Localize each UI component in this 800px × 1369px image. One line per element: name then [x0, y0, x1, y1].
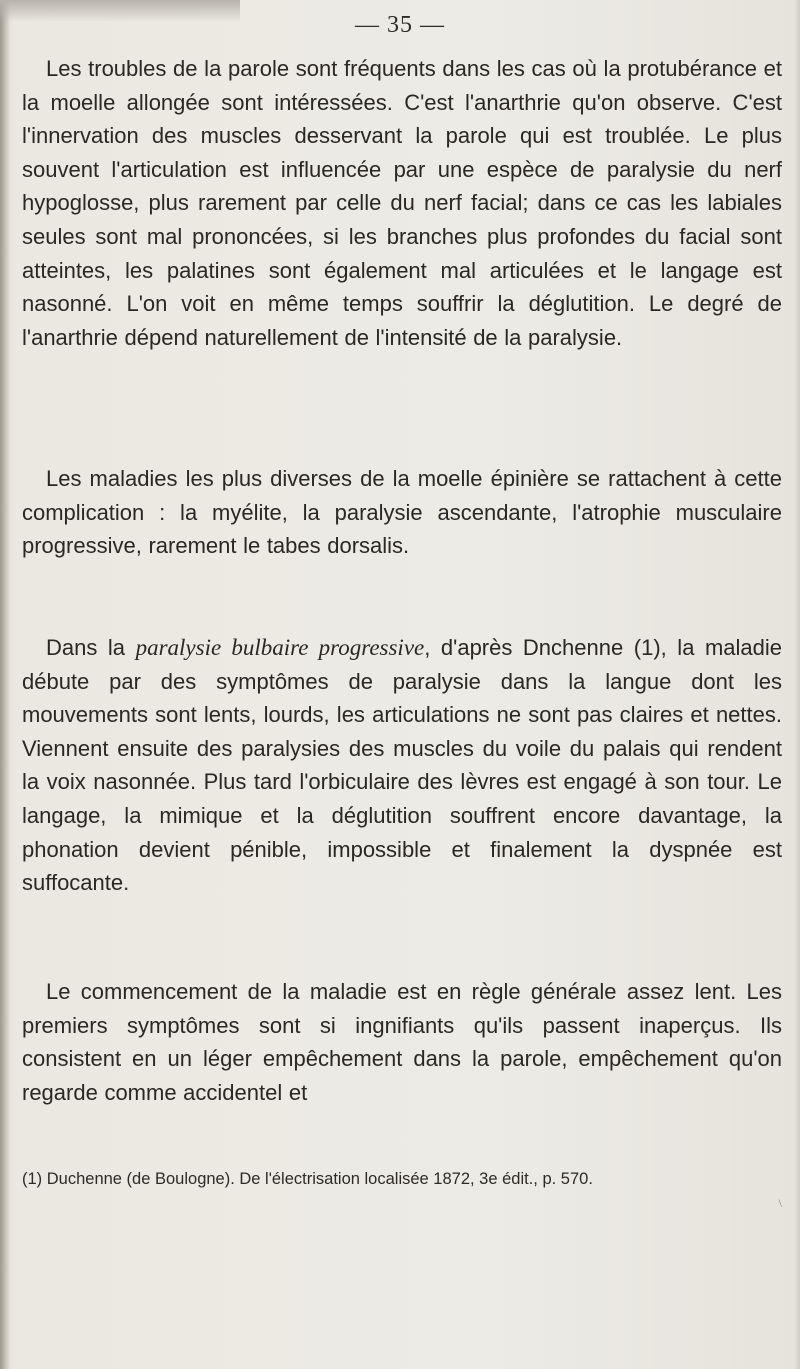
page-edge [794, 0, 800, 1369]
footnote: (1) Duchenne (de Boulogne). De l'électrisation localisée 1872, 3e édit., p. 570. [22, 1170, 593, 1188]
paragraph-2: Les maladies les plus diverses de la moelle épinière se rattachent à cette complication : la myélite, la paralysie ascendante, l'atrophie musculaire progressive, rarement le tabes dorsalis. [22, 466, 782, 559]
paragraph-4: Le commencement de la maladie est en règle générale assez lent. Les premiers symptômes sont si ingnifiants qu'ils passent inaperçus. Ils consistent en un léger empêchement dans la parole, empêchement qu'on regarde comme accidentel et [22, 979, 782, 1105]
spine-shadow [0, 0, 10, 1369]
paragraph-1: Les troubles de la parole sont fréquents dans les cas où la protubérance et la moelle allongée sont intéressées. C'est l'anarthrie qu'on observe. C'est l'innervation des muscles desservant la parole qui est troublée. Le plus souvent l'articulation est influencée par une espèce de paralysie du nerf hypoglosse, plus rarement par celle du nerf facial; dans ce cas les labiales seules sont mal prononcées, si les branches plus profondes du facial sont atteintes, les palatines sont également mal articulées et le langage est nasonné. L'on voit en même temps souffrir la déglutition. Le degré de l'anarthrie dépend naturellement de l'intensité de la paralysie. [22, 56, 782, 350]
paragraph-3 [22, 631, 782, 900]
paragraph-3-italic-term: paralysie bulbaire progressive [135, 635, 425, 660]
page-number: — 35 — [355, 12, 445, 38]
margin-mark: \ [778, 1196, 782, 1210]
paragraph-3-rest: , d'après Dnchenne (1), la maladie débute par des symptômes de paralysie dans la langue dont les mouvements sont lents, lourds, les articulations ne sont pas claires et nettes. Viennent ensuite des paralysies des muscles du voile du palais qui rendent la voix nasonnée. Plus tard l'orbiculaire des lèvres est engagé à son tour. Le langage, la mimique et la déglutition souffrent encore davantage, la phonation devient pénible, impossible et finalement la dyspnée est suffocante. [22, 635, 783, 896]
paragraph-3-start: Dans la [46, 635, 136, 660]
